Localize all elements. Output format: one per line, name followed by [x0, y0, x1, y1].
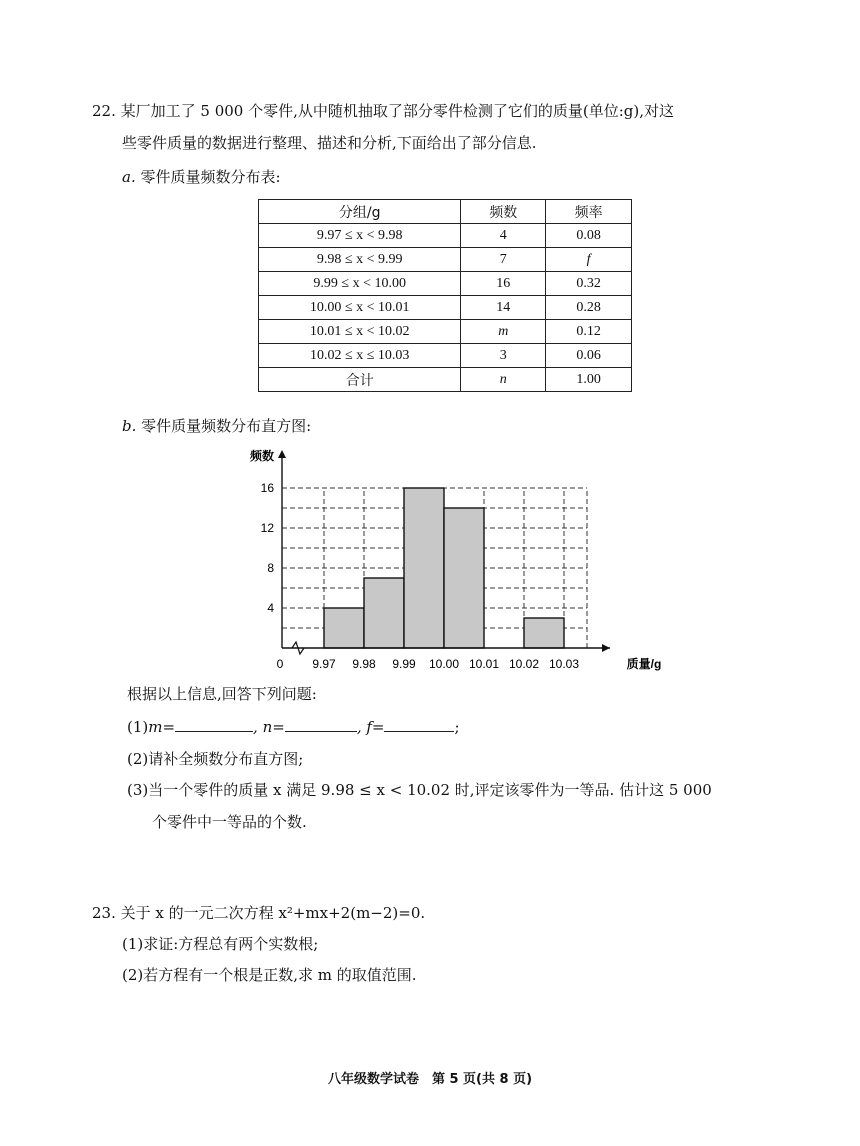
table-cell: 10.00 ≤ x < 10.01	[259, 296, 461, 320]
q23-sub1: (1)求证:方程总有两个实数根;	[122, 935, 319, 953]
q22-line2: 些零件质量的数据进行整理、描述和分析,下面给出了部分信息.	[122, 134, 537, 152]
origin-label: 0	[276, 657, 284, 671]
table-cell: 1.00	[546, 368, 632, 392]
histogram-bar	[324, 608, 364, 648]
sub1-end: ;	[454, 718, 460, 736]
table-cell: 14	[461, 296, 546, 320]
histogram-bar	[364, 578, 404, 648]
table-cell: 9.99 ≤ x < 10.00	[259, 272, 461, 296]
table-cell: 0.12	[546, 320, 632, 344]
part-a-label: a.	[122, 168, 136, 186]
q22-sub2: (2)请补全频数分布直方图;	[127, 750, 304, 768]
table-row	[259, 296, 632, 320]
table-header: 分组/g	[259, 200, 461, 224]
y-tick-label: 16	[260, 481, 274, 495]
table-cell: 0.08	[546, 224, 632, 248]
histogram-bar	[404, 488, 444, 648]
x-axis-arrow	[602, 644, 610, 652]
histogram-bar	[524, 618, 564, 648]
q22-sub3-line2: 个零件中一等品的个数.	[152, 813, 307, 831]
table-cell: f	[546, 248, 632, 272]
histogram-bars	[324, 488, 564, 648]
table-cell: 3	[461, 344, 546, 368]
table-cell: 10.01 ≤ x < 10.02	[259, 320, 461, 344]
table-cell: 10.02 ≤ x ≤ 10.03	[259, 344, 461, 368]
table-cell: m	[461, 320, 546, 344]
q22-part-a	[122, 167, 281, 187]
sub1-f-label: , f=	[356, 718, 385, 736]
table-row	[259, 272, 632, 296]
x-tick-label: 10.00	[428, 657, 460, 671]
table-cell: 0.32	[546, 272, 632, 296]
table-row	[259, 344, 632, 368]
table-row	[259, 224, 632, 248]
x-tick-label: 9.97	[312, 657, 336, 671]
y-axis-arrow	[278, 450, 286, 458]
x-tick-label: 10.02	[508, 657, 540, 671]
part-a-text: 零件质量频数分布表:	[135, 168, 281, 186]
table-header: 频数	[461, 200, 546, 224]
x-tick-label: 9.99	[392, 657, 416, 671]
table-cell: 合计	[259, 368, 461, 392]
q22-line1: 22. 某厂加工了 5 000 个零件,从中随机抽取了部分零件检测了它们的质量(单位:g),对这	[92, 102, 675, 120]
answer-blank-f[interactable]	[384, 717, 454, 732]
y-tick-label: 12	[260, 521, 274, 535]
table-cell: n	[461, 368, 546, 392]
answer-blank-m[interactable]	[175, 717, 253, 732]
table-row	[259, 320, 632, 344]
y-tick-label: 4	[267, 601, 274, 615]
table-cell: 0.06	[546, 344, 632, 368]
x-tick-label: 10.03	[548, 657, 580, 671]
sub1-prefix: (1)	[127, 718, 149, 736]
sub1-n-label: , n=	[253, 718, 285, 736]
table-cell: 0.28	[546, 296, 632, 320]
frequency-table	[258, 199, 632, 392]
q22-intro: 根据以上信息,回答下列问题:	[127, 685, 317, 703]
part-b-label: b.	[122, 417, 137, 435]
table-row	[259, 368, 632, 392]
part-b-text: 零件质量频数分布直方图:	[136, 417, 312, 435]
table-cell: 4	[461, 224, 546, 248]
table-header-row	[259, 200, 632, 224]
table-header: 频率	[546, 200, 632, 224]
q23-line1: 23. 关于 x 的一元二次方程 x²+mx+2(m−2)=0.	[92, 904, 426, 922]
y-axis-title: 频数	[249, 449, 274, 463]
x-tick-label: 9.98	[352, 657, 376, 671]
page-footer: 八年级数学试卷 第 5 页(共 8 页)	[327, 1072, 533, 1087]
x-axis-title: 质量/g	[626, 657, 662, 671]
frequency-histogram	[240, 440, 660, 680]
x-tick-label: 10.01	[468, 657, 500, 671]
sub1-m-label: m=	[148, 718, 176, 736]
table-cell: 16	[461, 272, 546, 296]
table-cell: 9.98 ≤ x < 9.99	[259, 248, 461, 272]
table-row	[259, 248, 632, 272]
answer-blank-n[interactable]	[285, 717, 357, 732]
y-tick-label: 8	[267, 561, 274, 575]
table-cell: 9.97 ≤ x < 9.98	[259, 224, 461, 248]
table-cell: 7	[461, 248, 546, 272]
q22-sub1	[127, 717, 460, 737]
histogram-bar	[444, 508, 484, 648]
q22-part-b	[122, 416, 311, 436]
q23-sub2: (2)若方程有一个根是正数,求 m 的取值范围.	[122, 966, 417, 984]
q22-sub3-line1: (3)当一个零件的质量 x 满足 9.98 ≤ x < 10.02 时,评定该零件为一等品. 估计这 5 000	[127, 781, 712, 799]
